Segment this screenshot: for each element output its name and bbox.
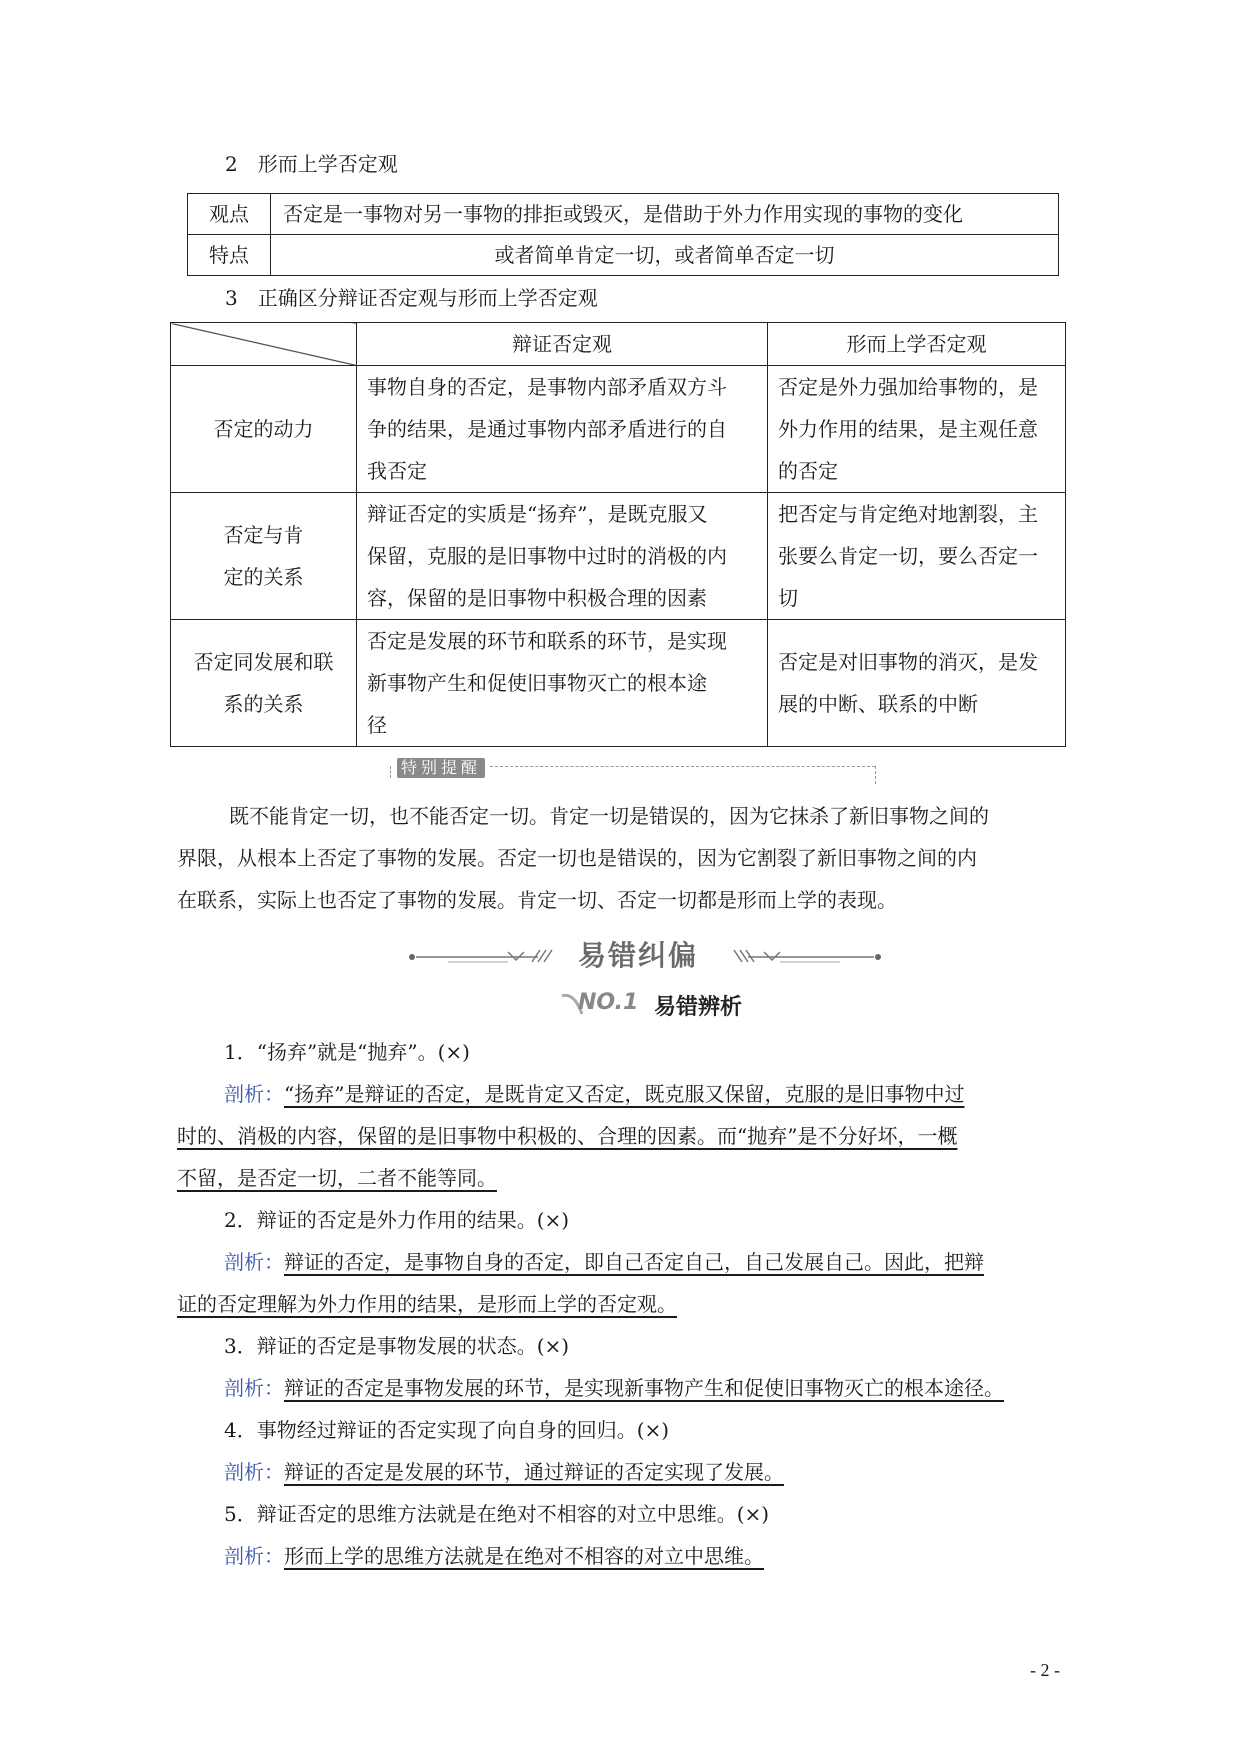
section2-heading: 2 形而上学否定观 — [225, 152, 398, 176]
analysis — [177, 1535, 1072, 1577]
analysis-label: 剖析： — [224, 1082, 284, 1106]
analysis-text: 形而上学的思维方法就是在绝对不相容的对立中思维。 — [284, 1544, 764, 1568]
reminder-divider — [390, 766, 391, 778]
analysis-label: 剖析： — [224, 1544, 284, 1568]
list-item — [177, 1199, 1072, 1325]
diagonal-header-cell — [171, 323, 357, 366]
metaphysics-table — [187, 193, 1059, 276]
no1-badge: NO.1 — [578, 990, 639, 1015]
cell-line: 争的结果，是通过事物内部矛盾进行的自 — [367, 417, 727, 441]
analysis-text: 辩证的否定是事物发展的环节，是实现新事物产生和促使旧事物灭亡的根本途径。 — [284, 1376, 1004, 1400]
cell-line: 否定是发展的环节和联系的环节，是实现 — [367, 629, 727, 653]
row-label — [171, 493, 357, 620]
row-label — [171, 620, 357, 747]
dialectic-cell — [357, 366, 768, 493]
error-analysis-list — [177, 1031, 1072, 1577]
table-row — [188, 194, 1059, 235]
no1-title: 易错辨析 — [654, 994, 743, 1020]
analysis-label: 剖析： — [224, 1376, 284, 1400]
reminder-line: 界限，从根本上否定了事物的发展。否定一切也是错误的，因为它割裂了新旧事物之间的内 — [177, 846, 977, 870]
cell-line: 展的中断、联系的中断 — [778, 692, 978, 716]
label-line: 否定同发展和联 — [193, 650, 334, 674]
reminder-line: 在联系，实际上也否定了事物的发展。肯定一切、否定一切都是形而上学的表现。 — [177, 888, 897, 912]
page-number: - 2 - — [1030, 1660, 1060, 1680]
reminder-paragraph — [177, 795, 1072, 921]
question: 1．“扬弃”就是“抛弃”。(×) — [224, 1040, 470, 1064]
metaphysics-cell — [768, 493, 1066, 620]
table-header-row — [171, 323, 1066, 366]
label-line: 否定的动力 — [213, 417, 314, 441]
metaphysics-cell — [768, 620, 1066, 747]
analysis-line: 证的否定理解为外力作用的结果，是形而上学的否定观。 — [177, 1292, 677, 1316]
list-item — [177, 1031, 1072, 1199]
cell-line: 否定是外力强加给事物的，是 — [778, 375, 1038, 399]
section3-heading: 3 正确区分辩证否定观与形而上学否定观 — [225, 286, 598, 310]
question: 2．辩证的否定是外力作用的结果。(×) — [224, 1208, 570, 1232]
cell-line: 新事物产生和促使旧事物灭亡的根本途 — [367, 671, 707, 695]
comparison-table — [170, 322, 1066, 747]
cell-line: 容，保留的是旧事物中积极合理的因素 — [367, 586, 707, 610]
table-row — [171, 493, 1066, 620]
cell-line: 我否定 — [367, 459, 427, 483]
table-row — [188, 235, 1059, 276]
analysis-line: 不留，是否定一切，二者不能等同。 — [177, 1166, 497, 1190]
banner-title: 易错纠偏 — [578, 939, 699, 972]
row-label: 特点 — [188, 235, 271, 276]
cell-line: 否定是对旧事物的消灭，是发 — [778, 650, 1038, 674]
metaphysics-cell — [768, 366, 1066, 493]
list-item — [177, 1325, 1072, 1409]
special-reminder-tag: 特别提醒 — [397, 758, 485, 778]
col-header: 形而上学否定观 — [768, 323, 1066, 366]
analysis-label: 剖析： — [224, 1250, 284, 1274]
dialectic-cell — [357, 620, 768, 747]
cell-line: 事物自身的否定，是事物内部矛盾双方斗 — [367, 375, 727, 399]
cell-line: 的否定 — [778, 459, 838, 483]
list-item — [177, 1493, 1072, 1577]
cell-line: 把否定与肯定绝对地割裂，主 — [778, 502, 1038, 526]
cell-line: 外力作用的结果，是主观任意 — [778, 417, 1038, 441]
cell-line: 保留，克服的是旧事物中过时的消极的内 — [367, 544, 727, 568]
cell-line: 辩证否定的实质是“扬弃”，是既克服又 — [367, 502, 708, 526]
row-label — [171, 366, 357, 493]
cell-line: 张要么肯定一切，要么否定一 — [778, 544, 1038, 568]
analysis-text: 辩证的否定是发展的环节，通过辩证的否定实现了发展。 — [284, 1460, 784, 1484]
table-row — [171, 366, 1066, 493]
dialectic-cell — [357, 493, 768, 620]
analysis — [177, 1367, 1072, 1409]
table-row — [171, 620, 1066, 747]
reminder-divider — [875, 766, 876, 784]
analysis — [177, 1451, 1072, 1493]
question: 5．辩证否定的思维方法就是在绝对不相容的对立中思维。(×) — [224, 1502, 770, 1526]
analysis — [177, 1241, 1072, 1283]
analysis-label: 剖析： — [224, 1460, 284, 1484]
col-header: 辩证否定观 — [357, 323, 768, 366]
label-line: 否定与肯 — [223, 523, 304, 547]
question: 3．辩证的否定是事物发展的状态。(×) — [224, 1334, 570, 1358]
cell-line: 径 — [367, 713, 387, 737]
row-label: 观点 — [188, 194, 271, 235]
label-line: 定的关系 — [223, 565, 304, 589]
reminder-divider — [490, 766, 875, 767]
row-text: 否定是一事物对另一事物的排拒或毁灭，是借助于外力作用实现的事物的变化 — [271, 194, 1059, 235]
row-text: 或者简单肯定一切，或者简单否定一切 — [271, 235, 1059, 276]
reminder-line: 既不能肯定一切，也不能否定一切。肯定一切是错误的，因为它抹杀了新旧事物之间的 — [229, 804, 989, 828]
list-item — [177, 1409, 1072, 1493]
analysis-line: 时的、消极的内容，保留的是旧事物中积极的、合理的因素。而“抛弃”是不分好坏，一概 — [177, 1124, 958, 1148]
analysis — [177, 1073, 1072, 1115]
analysis-text: “扬弃”是辩证的否定，是既肯定又否定，既克服又保留，克服的是旧事物中过 — [284, 1082, 965, 1106]
label-line: 系的关系 — [223, 692, 304, 716]
analysis-text: 辩证的否定，是事物自身的否定，即自己否定自己，自己发展自己。因此，把辩 — [284, 1250, 984, 1274]
question: 4．事物经过辩证的否定实现了向自身的回归。(×) — [224, 1418, 670, 1442]
cell-line: 切 — [778, 586, 798, 610]
